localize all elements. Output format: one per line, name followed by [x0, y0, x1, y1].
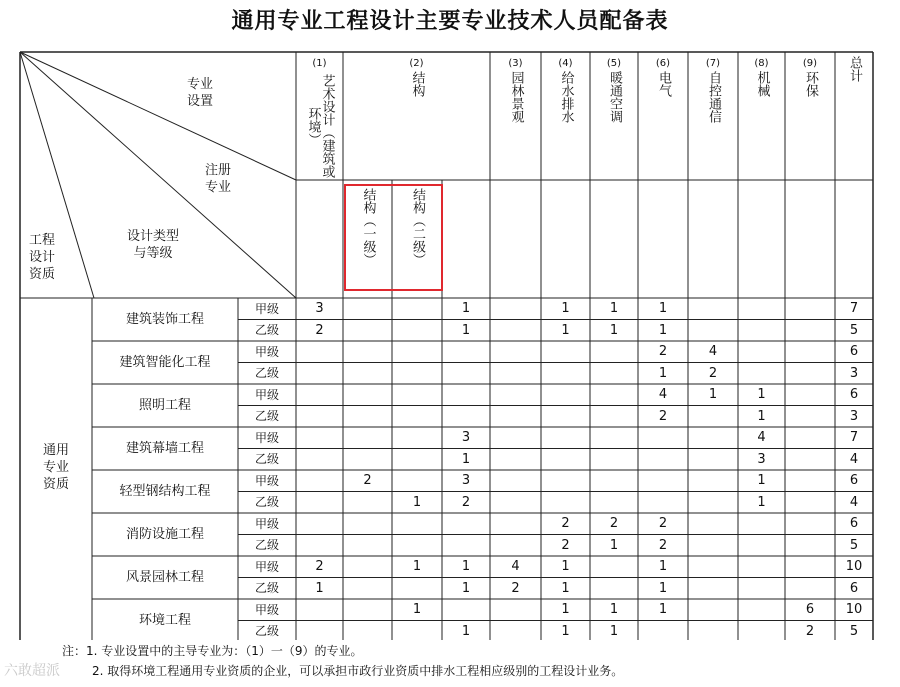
column-header-9	[785, 56, 835, 101]
table-cell: 2	[658, 344, 668, 360]
table-cell: 1	[412, 494, 422, 510]
table-cell: 1	[461, 322, 471, 338]
corner-profession-setting-line: 设置	[186, 94, 213, 109]
table-cell	[343, 341, 392, 363]
table-cell	[688, 449, 738, 471]
table-cell	[343, 578, 392, 600]
table-cell	[392, 341, 442, 363]
table-cell	[392, 578, 442, 600]
table-cell: 4	[849, 494, 859, 510]
table-cell: 1	[609, 322, 619, 338]
table-cell	[785, 492, 835, 514]
table-cell	[688, 621, 738, 643]
table-cell	[738, 363, 785, 385]
table-cell: 1	[609, 602, 619, 618]
table-cell: 3	[461, 473, 471, 489]
table-cell	[296, 470, 343, 492]
corner-registered-profession-line: 专业	[204, 180, 231, 195]
table-cell	[296, 535, 343, 557]
column-header-10	[835, 56, 873, 86]
grade-label: 乙级	[254, 409, 279, 424]
table-cell	[343, 492, 392, 514]
table-cell	[442, 341, 490, 363]
table-cell	[541, 492, 590, 514]
table-cell	[638, 621, 688, 643]
table-cell	[785, 341, 835, 363]
table-cell	[541, 406, 590, 428]
table-cell	[688, 513, 738, 535]
table-cell	[296, 384, 343, 406]
grade-label: 甲级	[254, 387, 279, 402]
column-number: (1)	[312, 58, 327, 69]
column-name: 暖通空调	[607, 71, 622, 123]
table-cell	[688, 599, 738, 621]
table-cell	[688, 298, 738, 320]
table-cell	[785, 427, 835, 449]
corner-qualification-line: 设计	[28, 250, 55, 265]
table-cell	[343, 384, 392, 406]
note-1: 注：1. 专业设置中的主导专业为：（1）一（9）的专业。	[62, 644, 363, 658]
table-cell: 3	[461, 430, 471, 446]
table-cell: 5	[849, 537, 859, 553]
table-cell: 1	[561, 602, 570, 618]
column-header-2	[343, 56, 490, 101]
table-cell	[343, 449, 392, 471]
table-cell: 4	[708, 344, 718, 360]
table-cell	[296, 492, 343, 514]
table-cell	[590, 406, 638, 428]
table-cell	[785, 470, 835, 492]
table-cell	[590, 427, 638, 449]
corner-profession-setting	[180, 76, 220, 110]
column-header-3	[490, 56, 541, 127]
table-cell: 2	[511, 580, 520, 596]
table-cell	[688, 320, 738, 342]
table-cell	[688, 556, 738, 578]
corner-profession-setting-line: 专业	[186, 77, 213, 92]
column-header-7	[688, 56, 738, 127]
table-cell	[590, 470, 638, 492]
section-name: 建筑装饰工程	[125, 312, 204, 327]
table-cell	[688, 492, 738, 514]
table-cell	[590, 341, 638, 363]
table-cell: 1	[609, 623, 619, 639]
table-cell	[490, 535, 541, 557]
table-cell: 4	[849, 451, 859, 467]
table-cell: 1	[658, 365, 668, 381]
grade-label: 乙级	[254, 581, 279, 596]
table-cell	[490, 363, 541, 385]
section-name: 轻型钢结构工程	[119, 484, 211, 499]
table-cell: 7	[849, 430, 859, 446]
table-cell	[343, 535, 392, 557]
registered-name: 结构（二级）	[410, 188, 425, 266]
table-cell	[343, 320, 392, 342]
table-cell	[785, 298, 835, 320]
column-name: 结构	[409, 71, 425, 97]
table-cell	[343, 406, 392, 428]
table-cell	[590, 578, 638, 600]
column-number: (2)	[409, 58, 424, 69]
table-cell: 1	[757, 387, 766, 403]
table-cell	[343, 621, 392, 643]
column-number: (4)	[558, 58, 573, 69]
table-cell	[296, 427, 343, 449]
column-number: (3)	[508, 58, 523, 69]
table-cell	[442, 406, 490, 428]
table-cell	[541, 470, 590, 492]
section-name: 环境工程	[138, 613, 191, 628]
corner-qualification-line: 工程	[28, 233, 55, 248]
table-cell	[392, 406, 442, 428]
table-cell	[490, 341, 541, 363]
corner-registered-profession	[198, 162, 238, 196]
table-cell	[343, 556, 392, 578]
table-cell	[343, 427, 392, 449]
category-label-line: 资质	[42, 477, 69, 492]
table-cell	[490, 298, 541, 320]
table-cell	[490, 621, 541, 643]
column-number: (5)	[606, 58, 622, 69]
registered-structure-highlight	[344, 184, 443, 291]
section-name: 照明工程	[138, 398, 191, 413]
corner-qualification-line: 资质	[28, 267, 55, 282]
watermark: 六敢超派	[4, 663, 60, 679]
table-cell	[490, 384, 541, 406]
note-2: 2. 取得环境工程通用专业资质的企业，可以承担市政行业资质中排水工程相应级别的工程设计业务。	[92, 664, 624, 678]
table-cell	[738, 341, 785, 363]
table-cell: 6	[849, 387, 859, 403]
table-cell	[442, 363, 490, 385]
table-cell: 1	[461, 451, 471, 467]
table-cell: 4	[757, 430, 766, 446]
table-cell	[590, 363, 638, 385]
table-cell	[638, 470, 688, 492]
table-cell: 3	[849, 408, 859, 424]
table-cell: 1	[658, 559, 668, 575]
table-cell	[392, 535, 442, 557]
table-cell	[688, 406, 738, 428]
table-cell	[785, 320, 835, 342]
table-cell: 6	[805, 602, 815, 618]
table-cell: 2	[461, 494, 471, 510]
grid-line	[20, 52, 296, 180]
table-cell: 3	[757, 451, 766, 467]
table-cell	[638, 449, 688, 471]
column-name: 电气	[656, 71, 671, 97]
section-name: 消防设施工程	[125, 527, 204, 542]
table-cell	[638, 427, 688, 449]
table-cell	[490, 513, 541, 535]
table-cell	[688, 535, 738, 557]
table-cell: 1	[757, 408, 766, 424]
grade-label: 甲级	[254, 430, 279, 445]
column-name: 自控通信	[706, 71, 721, 123]
table-cell	[343, 363, 392, 385]
table-cell	[638, 492, 688, 514]
table-cell: 2	[805, 623, 815, 639]
table-cell: 2	[658, 537, 668, 553]
column-number: (8)	[754, 58, 769, 69]
table-cell	[296, 406, 343, 428]
table-cell: 3	[849, 365, 859, 381]
grade-label: 甲级	[254, 602, 279, 617]
column-name: 给水排水	[558, 71, 574, 123]
table-cell	[785, 449, 835, 471]
table-cell: 1	[708, 387, 718, 403]
table-cell: 2	[708, 365, 718, 381]
table-cell	[688, 470, 738, 492]
grade-label: 甲级	[254, 344, 279, 359]
grade-label: 乙级	[254, 495, 279, 510]
section-name: 建筑智能化工程	[119, 355, 211, 370]
column-name: 艺术设计（建筑或环境）	[305, 74, 335, 178]
column-name: 机械	[754, 71, 770, 97]
table-cell: 5	[849, 623, 859, 639]
table-cell	[785, 406, 835, 428]
table-cell	[392, 427, 442, 449]
table-cell: 1	[561, 301, 570, 317]
table-cell: 6	[849, 473, 859, 489]
table-cell	[296, 363, 343, 385]
section-name: 建筑幕墙工程	[125, 441, 204, 456]
table-cell: 2	[363, 473, 372, 489]
table-cell	[590, 449, 638, 471]
table-cell: 1	[461, 559, 471, 575]
table-cell	[392, 363, 442, 385]
table-cell	[343, 513, 392, 535]
corner-design-type-grade	[118, 228, 188, 262]
table-cell: 1	[658, 602, 668, 618]
table-cell: 1	[658, 322, 668, 338]
table-cell	[738, 621, 785, 643]
grade-label: 乙级	[254, 366, 279, 381]
table-cell: 2	[315, 322, 324, 338]
table-cell	[392, 298, 442, 320]
table-cell	[296, 621, 343, 643]
table-cell	[590, 492, 638, 514]
registered-name: 结构（一级）	[360, 188, 376, 266]
table-cell	[490, 427, 541, 449]
corner-qualification	[22, 232, 62, 283]
table-cell	[392, 384, 442, 406]
column-number: (7)	[705, 58, 721, 69]
table-cell: 2	[561, 537, 570, 553]
table-cell	[442, 535, 490, 557]
table-cell	[490, 492, 541, 514]
table-cell: 2	[315, 559, 324, 575]
table-cell	[590, 384, 638, 406]
table-cell: 1	[757, 494, 766, 510]
table-cell	[490, 449, 541, 471]
table-cell: 1	[561, 322, 570, 338]
grade-label: 乙级	[254, 452, 279, 467]
table-cell: 1	[412, 602, 422, 618]
table-cell: 1	[461, 301, 471, 317]
table-cell	[392, 449, 442, 471]
table-cell	[738, 320, 785, 342]
table-cell	[738, 599, 785, 621]
column-header-8	[738, 56, 785, 101]
table-cell: 1	[609, 537, 619, 553]
table-cell: 2	[561, 516, 570, 532]
table-cell: 1	[315, 580, 324, 596]
table-cell	[785, 363, 835, 385]
column-header-1	[296, 56, 343, 185]
table-cell: 2	[658, 516, 668, 532]
table-cell	[296, 599, 343, 621]
table-cell	[442, 513, 490, 535]
table-cell: 1	[561, 623, 570, 639]
table-cell: 6	[849, 580, 859, 596]
table-cell: 4	[658, 387, 668, 403]
table-cell	[785, 578, 835, 600]
table-cell: 1	[561, 559, 570, 575]
grade-label: 乙级	[254, 323, 279, 338]
table-cell	[392, 621, 442, 643]
table-cell: 7	[849, 301, 859, 317]
table-cell: 3	[315, 301, 324, 317]
section-name: 风景园林工程	[125, 570, 204, 585]
table-cell: 5	[849, 322, 859, 338]
table-cell: 2	[658, 408, 668, 424]
table-cell: 4	[511, 559, 520, 575]
grade-label: 甲级	[254, 559, 279, 574]
column-header-5	[590, 56, 638, 127]
corner-design-type-grade-line: 与等级	[133, 246, 173, 261]
table-cell	[688, 578, 738, 600]
table-cell	[392, 470, 442, 492]
grade-label: 乙级	[254, 624, 279, 639]
grade-label: 甲级	[254, 516, 279, 531]
table-cell	[541, 384, 590, 406]
table-cell: 1	[609, 301, 619, 317]
table-cell	[296, 449, 343, 471]
table-cell	[490, 320, 541, 342]
table-cell: 6	[849, 516, 859, 532]
table-cell	[785, 513, 835, 535]
column-header-4	[541, 56, 590, 127]
table-cell	[541, 341, 590, 363]
table-cell	[541, 449, 590, 471]
table-cell	[785, 556, 835, 578]
table-cell	[738, 298, 785, 320]
table-cell	[490, 406, 541, 428]
column-header-6	[638, 56, 688, 101]
column-name: 总计	[847, 56, 862, 82]
grade-label: 甲级	[254, 473, 279, 488]
table-cell	[343, 599, 392, 621]
table-cell	[738, 513, 785, 535]
table-cell	[296, 341, 343, 363]
table-cell	[785, 535, 835, 557]
table-cell	[541, 363, 590, 385]
table-cell	[442, 384, 490, 406]
column-name: 环保	[803, 71, 818, 97]
table-cell	[490, 470, 541, 492]
table-cell	[296, 513, 343, 535]
table-cell: 1	[412, 559, 422, 575]
table-cell	[590, 556, 638, 578]
table-cell	[738, 535, 785, 557]
corner-design-type-grade-line: 设计类型	[126, 229, 179, 244]
table-cell	[541, 427, 590, 449]
table-cell: 10	[845, 559, 863, 575]
table-cell: 1	[461, 623, 471, 639]
page-title: 通用专业工程设计主要专业技术人员配备表	[231, 9, 669, 34]
table-cell: 1	[658, 301, 668, 317]
column-number: (6)	[655, 58, 671, 69]
table-cell	[343, 298, 392, 320]
table-cell: 2	[609, 516, 619, 532]
category-label	[20, 442, 92, 493]
column-number: (9)	[802, 58, 818, 69]
table-cell	[738, 578, 785, 600]
table-cell	[442, 599, 490, 621]
table-cell: 10	[845, 602, 863, 618]
table-cell	[688, 427, 738, 449]
table-cell: 1	[757, 473, 766, 489]
table-cell	[738, 556, 785, 578]
table-cell	[392, 320, 442, 342]
category-label-line: 通用	[42, 443, 69, 458]
table-cell	[490, 599, 541, 621]
category-label-line: 专业	[42, 460, 69, 475]
corner-registered-profession-line: 注册	[204, 163, 231, 178]
table-cell: 1	[561, 580, 570, 596]
table-cell: 1	[461, 580, 471, 596]
table-cell	[785, 384, 835, 406]
column-name: 园林景观	[508, 71, 524, 123]
table-cell	[392, 513, 442, 535]
grade-label: 乙级	[254, 538, 279, 553]
table-cell: 6	[849, 344, 859, 360]
table-cell: 1	[658, 580, 668, 596]
grade-label: 甲级	[254, 301, 279, 316]
